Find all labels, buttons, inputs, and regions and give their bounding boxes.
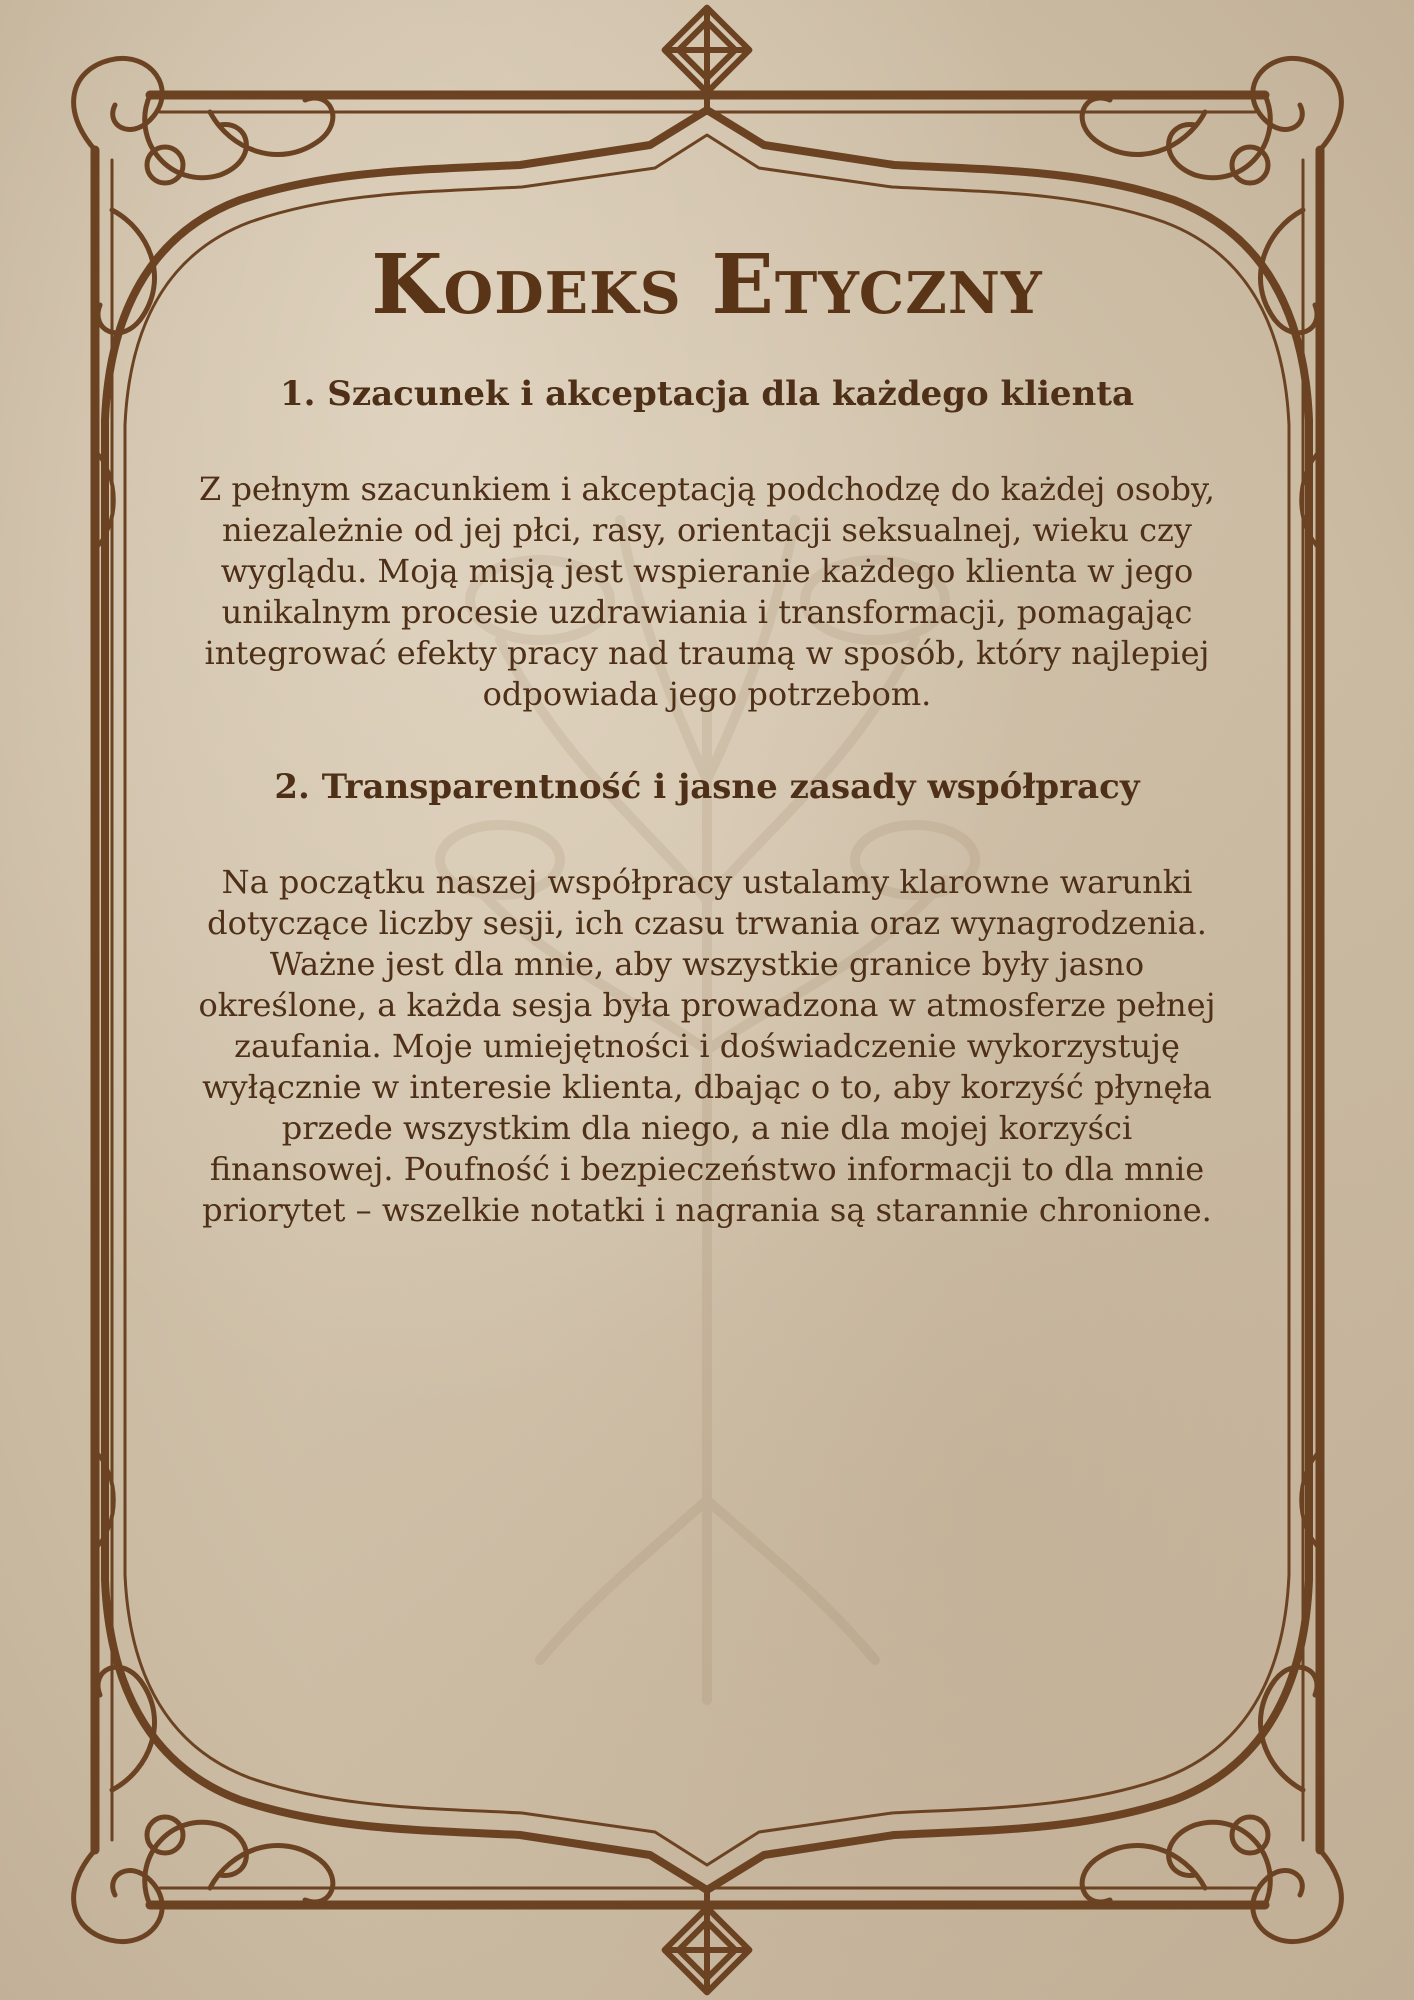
- section-2-body: Na początku naszej współpracy ustalamy klarowne warunki dotyczące liczby sesji, ich czasu trwania oraz wynagrodzenia. Ważne jest dla mnie, aby wszystkie granice były jasno określone, a każda sesja była prowadzona w atmosferze pełnej zaufania. Moje umiejętności i doświadczenie wykorzystuję wyłącznie w interesie klienta, dbając o to, aby korzyść płynęła przede wszystkim dla niego, a nie dla mojej korzyści finansowej. Poufność i bezpieczeństwo informacji to dla mnie priorytet – wszelkie notatki i nagrania są starannie chronione.: [198, 862, 1216, 1229]
- section-1-heading: 1. Szacunek i akceptacja dla każdego klienta: [279, 374, 1135, 415]
- section-2-heading: 2. Transparentność i jasne zasady współpracy: [274, 766, 1140, 807]
- document-content: [170, 237, 1244, 1283]
- section-1-body: Z pełnym szacunkiem i akceptacją podchodzę do każdej osoby, niezależnie od jej płci, rasy, orientacji seksualnej, wieku czy wyglądu. Moją misją jest wspieranie każdego klienta w jego unikalnym procesie uzdrawiania i transformacji, pomagając integrować efekty pracy nad traumą w sposób, który najlepiej odpowiada jego potrzebom.: [199, 469, 1215, 713]
- document-title: Kodeks Etyczny: [371, 237, 1043, 333]
